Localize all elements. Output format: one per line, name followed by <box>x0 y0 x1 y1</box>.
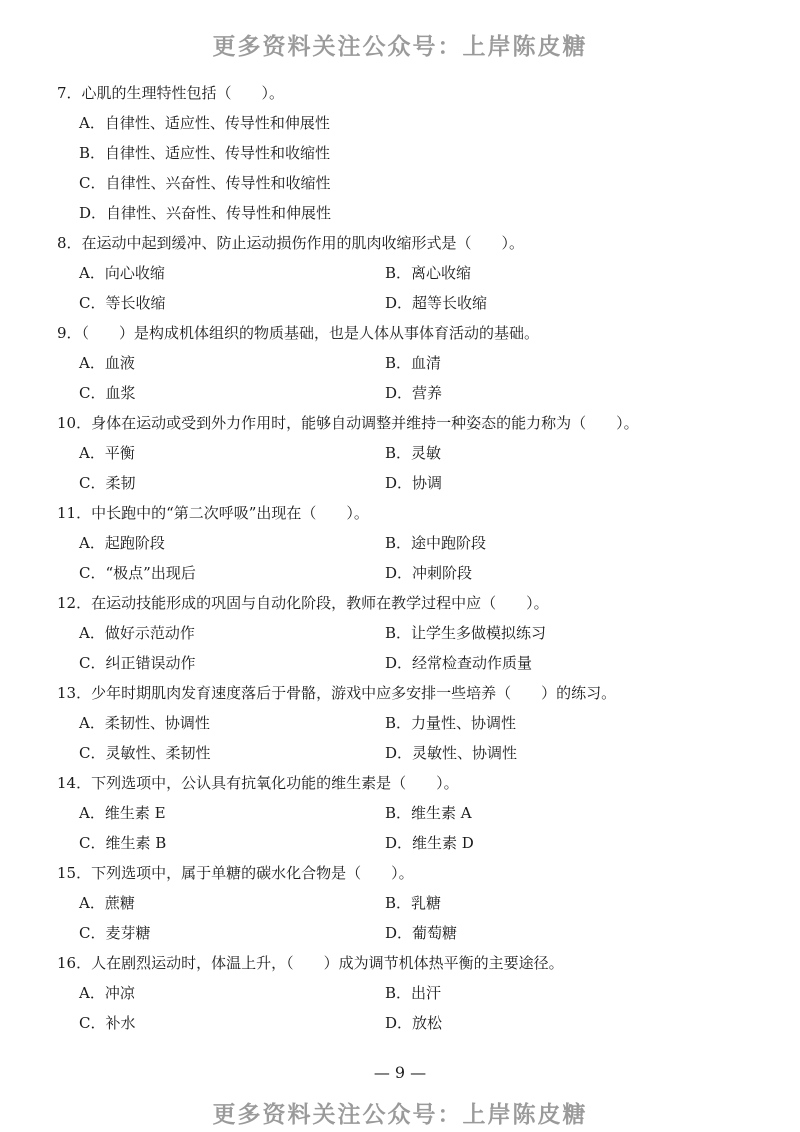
question-11 <box>57 502 757 592</box>
question-10 <box>57 412 757 502</box>
option-c: C．麦芽糖 <box>79 924 151 942</box>
option-a: A．自律性、适应性、传导性和伸展性 <box>79 114 330 132</box>
option-a: A．蔗糖 <box>79 894 135 912</box>
option-c: C．自律性、兴奋性、传导性和收缩性 <box>79 174 331 192</box>
option-a: A．做好示范动作 <box>79 624 195 642</box>
question-12 <box>57 592 757 682</box>
question-stem: 15．下列选项中，属于单糖的碳水化合物是（ ）。 <box>57 864 414 882</box>
question-8 <box>57 232 757 322</box>
option-a: A．起跑阶段 <box>79 534 165 552</box>
question-list <box>57 82 757 1042</box>
question-stem: 12．在运动技能形成的巩固与自动化阶段，教师在教学过程中应（ ）。 <box>57 594 549 612</box>
option-c: C．“极点”出现后 <box>79 564 196 582</box>
option-b: B．让学生多做模拟练习 <box>385 624 547 642</box>
question-9 <box>57 322 757 412</box>
option-b: B．离心收缩 <box>385 264 472 282</box>
option-b: B．灵敏 <box>385 444 442 462</box>
question-stem: 8．在运动中起到缓冲、防止运动损伤作用的肌肉收缩形式是（ ）。 <box>57 234 525 252</box>
question-stem: 14．下列选项中，公认具有抗氧化功能的维生素是（ ）。 <box>57 774 459 792</box>
option-d: D．维生素 D <box>385 834 474 852</box>
option-a: A．向心收缩 <box>79 264 165 282</box>
option-d: D．营养 <box>385 384 443 402</box>
option-b: B．自律性、适应性、传导性和收缩性 <box>79 144 331 162</box>
option-d: D．自律性、兴奋性、传导性和伸展性 <box>79 204 332 222</box>
question-stem: 10．身体在运动或受到外力作用时，能够自动调整并维持一种姿态的能力称为（ ）。 <box>57 414 639 432</box>
option-b: B．乳糖 <box>385 894 442 912</box>
option-d: D．放松 <box>385 1014 443 1032</box>
option-d: D．经常检查动作质量 <box>385 654 533 672</box>
option-b: B．血清 <box>385 354 442 372</box>
option-b: B．出汗 <box>385 984 442 1002</box>
question-16 <box>57 952 757 1042</box>
option-c: C．等长收缩 <box>79 294 166 312</box>
option-d: D．超等长收缩 <box>385 294 488 312</box>
option-c: C．补水 <box>79 1014 136 1032</box>
watermark-bottom: 更多资料关注公众号：上岸陈皮糖 <box>212 1102 588 1128</box>
option-c: C．血浆 <box>79 384 136 402</box>
option-a: A．血液 <box>79 354 135 372</box>
option-b: B．力量性、协调性 <box>385 714 517 732</box>
question-15 <box>57 862 757 952</box>
option-c: C．灵敏性、柔韧性 <box>79 744 211 762</box>
question-stem: 13．少年时期肌肉发育速度落后于骨骼，游戏中应多安排一些培养（ ）的练习。 <box>57 684 617 702</box>
question-stem: 7．心肌的生理特性包括（ ）。 <box>57 84 285 102</box>
question-stem: 11．中长跑中的“第二次呼吸”出现在（ ）。 <box>57 504 369 522</box>
question-7 <box>57 82 757 232</box>
question-13 <box>57 682 757 772</box>
option-a: A．冲凉 <box>79 984 135 1002</box>
option-d: D．葡萄糖 <box>385 924 458 942</box>
question-stem: 16．人在剧烈运动时，体温上升，（ ）成为调节机体热平衡的主要途径。 <box>57 954 564 972</box>
option-a: A．维生素 E <box>79 804 166 822</box>
option-a: A．柔韧性、协调性 <box>79 714 210 732</box>
option-a: A．平衡 <box>79 444 135 462</box>
option-c: C．柔韧 <box>79 474 136 492</box>
option-d: D．灵敏性、协调性 <box>385 744 518 762</box>
option-d: D．冲刺阶段 <box>385 564 473 582</box>
option-c: C．维生素 B <box>79 834 167 852</box>
option-b: B．途中跑阶段 <box>385 534 487 552</box>
page-number: — 9 — <box>373 1063 427 1082</box>
option-c: C．纠正错误动作 <box>79 654 196 672</box>
option-d: D．协调 <box>385 474 443 492</box>
question-14 <box>57 772 757 862</box>
question-stem: 9．（ ）是构成机体组织的物质基础，也是人体从事体育活动的基础。 <box>57 324 540 342</box>
option-b: B．维生素 A <box>385 804 472 822</box>
watermark-top: 更多资料关注公众号：上岸陈皮糖 <box>212 34 588 60</box>
